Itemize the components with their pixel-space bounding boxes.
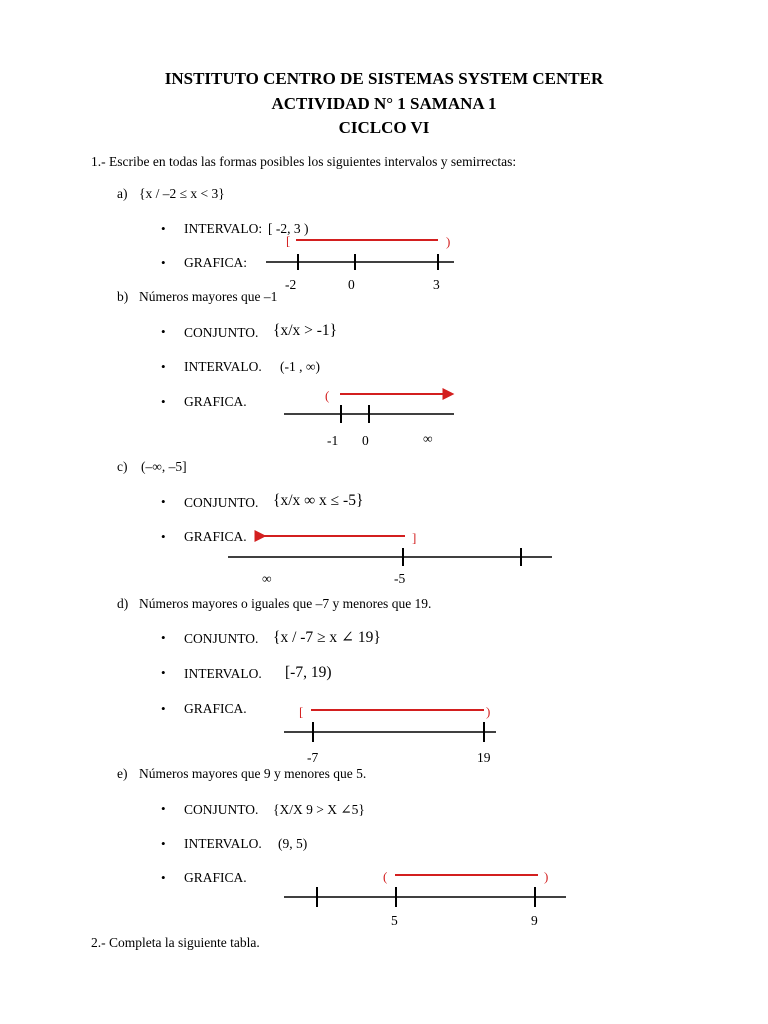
item-d-number-line <box>284 710 496 742</box>
item-b-bracket-left: ( <box>325 388 330 403</box>
bullet: • <box>161 359 166 374</box>
item-d-expression: Números mayores o iguales que –7 y menores que 19. <box>139 596 432 611</box>
bullet: • <box>161 801 166 816</box>
item-e-bracket-left: ( <box>383 869 388 884</box>
bullet: • <box>161 394 166 409</box>
item-c-number-line <box>228 536 552 566</box>
bullet: • <box>161 836 166 851</box>
item-e-interval-value: (9, 5) <box>278 836 308 851</box>
item-e-interval-label: INTERVALO. <box>184 836 262 851</box>
item-c-graph-label: GRAFICA. <box>184 529 247 544</box>
item-b-interval-label: INTERVALO. <box>184 359 262 374</box>
item-a-label: a) <box>117 186 128 201</box>
item-c-tick-label: ∞ <box>262 571 272 586</box>
item-e-number-line <box>284 875 566 907</box>
item-d-bracket-right: ) <box>486 704 491 719</box>
item-a-bracket-right: ) <box>446 234 451 249</box>
bullet: • <box>161 255 166 270</box>
item-c-bracket-right: ] <box>412 530 417 545</box>
item-a-tick-label: 0 <box>348 277 355 292</box>
item-d-bracket-left: [ <box>299 704 304 719</box>
item-e-set-value: {X/X 9 > X ∠5} <box>273 802 365 817</box>
bullet: • <box>161 665 166 680</box>
item-c-set-value: {x/x ∞ x ≤ -5} <box>273 492 364 509</box>
bullet: • <box>161 630 166 645</box>
item-d-interval-label: INTERVALO. <box>184 666 262 681</box>
item-e-tick-label: 5 <box>391 913 398 928</box>
item-b-set-value: {x/x > -1} <box>273 322 338 339</box>
item-a-number-line <box>266 240 454 270</box>
item-e-set-label: CONJUNTO. <box>184 802 259 817</box>
item-c-label: c) <box>117 459 128 474</box>
item-d-tick-label: -7 <box>307 750 319 765</box>
item-d-graph-label: GRAFICA. <box>184 701 247 716</box>
item-a-expression: {x / –2 ≤ x < 3} <box>139 186 225 201</box>
item-a-interval-label: INTERVALO: <box>184 221 263 236</box>
item-e-graph-label: GRAFICA. <box>184 870 247 885</box>
item-e-expression: Números mayores que 9 y menores que 5. <box>139 766 367 781</box>
item-c-expression: (–∞, –5] <box>141 459 187 474</box>
bullet: • <box>161 701 166 716</box>
item-d-set-label: CONJUNTO. <box>184 631 259 646</box>
item-a-tick-label: 3 <box>433 277 440 292</box>
item-e-tick-label: 9 <box>531 913 538 928</box>
item-c-set-label: CONJUNTO. <box>184 495 259 510</box>
bullet: • <box>161 221 166 236</box>
item-b-interval-value: (-1 , ∞) <box>280 359 320 374</box>
item-d-set-value: {x / -7 ≥ x ∠ 19} <box>273 629 381 646</box>
doc-title-cycle: CICLCO VI <box>338 118 430 137</box>
item-e-label: e) <box>117 766 128 781</box>
item-b-tick-label: -1 <box>327 433 339 448</box>
item-b-graph-label: GRAFICA. <box>184 394 247 409</box>
doc-title-institute: INSTITUTO CENTRO DE SISTEMAS SYSTEM CENTER <box>164 69 604 88</box>
item-a-interval-value: [ -2, 3 ) <box>268 221 309 236</box>
item-d-label: d) <box>117 596 129 611</box>
item-c-tick-label: -5 <box>394 571 406 586</box>
question-2-prompt: 2.- Completa la siguiente tabla. <box>91 935 260 950</box>
item-b-number-line <box>284 394 454 423</box>
item-d-tick-label: 19 <box>477 750 491 765</box>
item-b-set-label: CONJUNTO. <box>184 325 259 340</box>
item-e-bracket-right: ) <box>544 869 549 884</box>
item-b-tick-label: ∞ <box>423 431 433 446</box>
item-a-tick-label: -2 <box>285 277 297 292</box>
item-b-label: b) <box>117 289 129 304</box>
bullet: • <box>161 324 166 339</box>
bullet: • <box>161 529 166 544</box>
doc-title-activity: ACTIVIDAD N° 1 SAMANA 1 <box>271 94 497 113</box>
question-1-prompt: 1.- Escribe en todas las formas posibles los siguientes intervalos y semirrectas: <box>91 154 517 169</box>
bullet: • <box>161 494 166 509</box>
item-a-graph-label: GRAFICA: <box>184 255 248 270</box>
item-b-tick-label: 0 <box>362 433 369 448</box>
bullet: • <box>161 870 166 885</box>
item-d-interval-value: [-7, 19) <box>285 664 332 681</box>
item-b-expression: Números mayores que –1 <box>139 289 278 304</box>
item-a-bracket-left: [ <box>286 233 291 248</box>
